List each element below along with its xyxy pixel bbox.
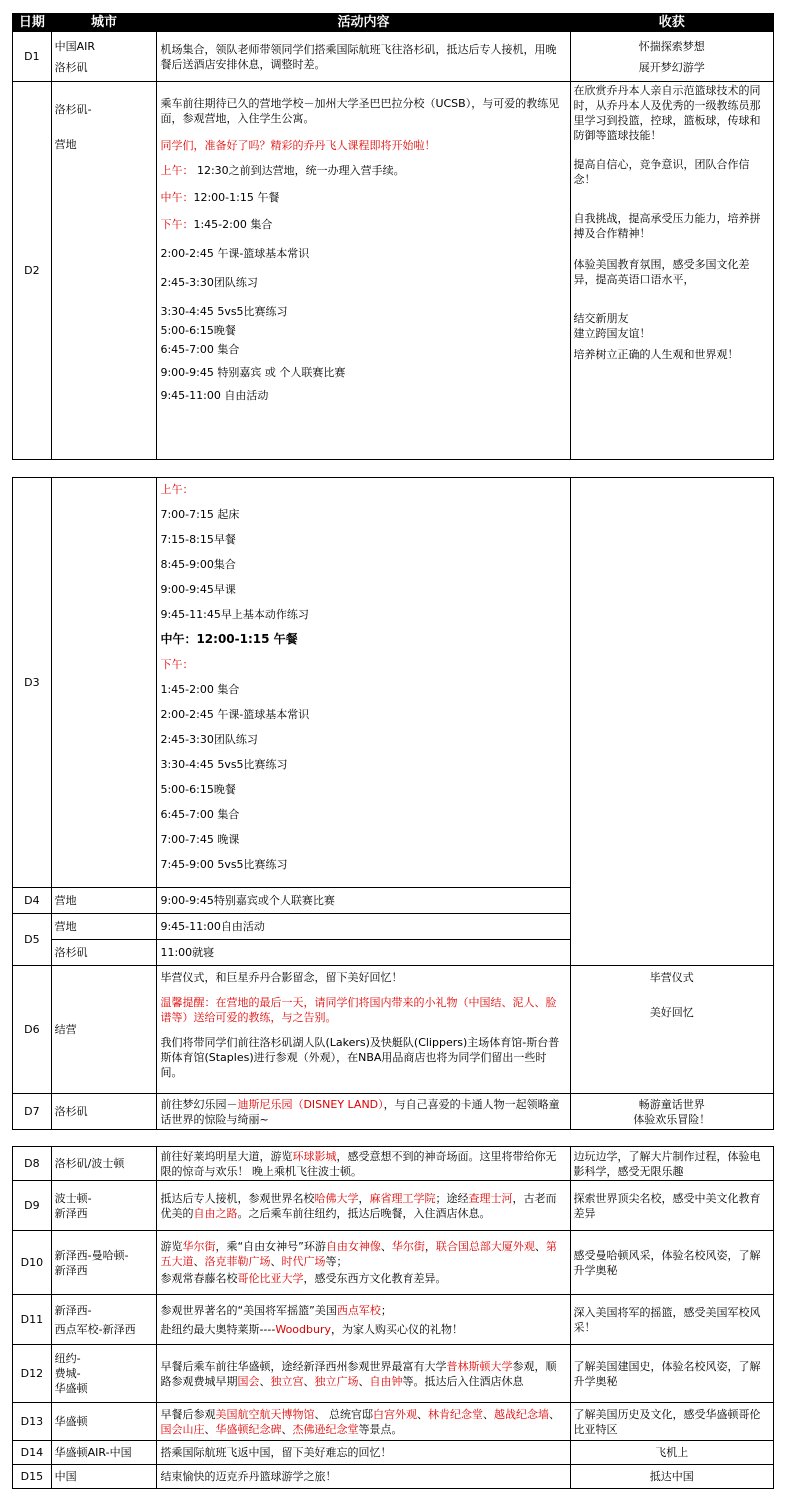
activity-highlight: 时代广场 [281,1255,326,1268]
day-row-d8 [13,1147,774,1181]
day-label: D15 [13,1465,52,1489]
city-cell [51,1231,157,1295]
activity-text: 前往梦幻乐园－ [160,1097,238,1111]
activity-highlight: 林肯纪念堂 [427,1407,483,1421]
schedule-item [160,190,566,205]
activity-text: ， [358,1191,370,1205]
day-row-d2 [13,82,774,460]
schedule-item: 7:45-9:00 5vs5比赛练习 [160,858,288,871]
activity-text: 早餐后参观 [160,1407,216,1421]
activity-text: 、 [548,1407,560,1421]
activity-highlight: 越战纪念墙 [493,1407,549,1421]
schedule-item: 3:30-4:45 5vs5比赛练习 [160,305,288,318]
day-label: D5 [13,914,52,966]
schedule-item: 9:00-9:45早课 [160,583,236,596]
activity-text: 等。抵达后入住酒店休息 [402,1374,524,1388]
itinerary-table-part2 [12,477,774,1130]
city-cell: 华盛顿AIR-中国 [51,1441,157,1465]
city-cell: 中国 [51,1465,157,1489]
gain-line: 毕营仪式 [649,971,694,984]
city-line: 纽约- [54,1352,81,1365]
city-line: 营地 [54,138,77,151]
activity-text: 、 [416,1407,428,1421]
day-row-d6 [13,966,774,1094]
header-activity: 活动内容 [157,14,570,32]
schedule-item: 9:00-9:45 特别嘉宾 或 个人联赛比赛 [160,366,346,379]
header-row [13,14,774,32]
activity-text: 、 [482,1407,494,1421]
activity-text: 、 [193,1255,205,1268]
day-label: D7 [13,1094,52,1130]
activity-cell [157,478,570,888]
city-line: 费城- [54,1367,81,1380]
day-label: D8 [13,1147,52,1181]
day-row-d1 [13,32,774,82]
activity-cell [157,1181,570,1231]
activity-highlight: 第五大道 [160,1240,557,1268]
activity-cell [157,1403,570,1441]
activity-cell [157,82,570,460]
schedule-item [160,217,566,232]
activity-text: 毕营仪式，和巨星乔丹合影留念，留下美好回忆！ [160,971,403,984]
activity-cell [157,1231,570,1295]
activity-highlight: 西点军校 [336,1303,381,1317]
gain-cell: 飞机上 [570,1441,774,1465]
activity-text: ，感受意想不到的神奇场面。这里将带给你无限的惊奇与欢乐！ 晚上乘机飞往波士顿。 [160,1149,557,1178]
schedule-item: 5:00-6:15晚餐 [160,324,236,337]
activity-text [160,1239,566,1269]
gain-line: 提高自信心，竞争意识，团队合作信念！ [573,158,750,186]
activity-text: 参观常春藤名校 [160,1272,238,1285]
header-city: 城市 [51,14,157,32]
city-cell [51,82,157,460]
activity-text: ； [380,1303,392,1317]
schedule-item: 5:00-6:15晚餐 [160,783,236,796]
gain-line: 自我挑战，提高承受压力能力，培养拼搏及合作精神！ [573,212,761,240]
activity-highlight: 白宫外观 [372,1407,417,1421]
activity-highlight: 普林斯顿大学 [446,1359,513,1373]
day-label: D4 [13,888,52,914]
activity-cell [157,966,570,1094]
activity-cell [157,1295,570,1345]
activity-text: 等景点。 [358,1422,403,1436]
activity-highlight: 自由女神像 [325,1240,381,1253]
day-label: D10 [13,1231,52,1295]
city-cell: 营地 [51,888,157,914]
activity-highlight: 自由钟 [369,1374,403,1388]
activity-text [160,1271,566,1286]
city-line: 新泽西- [54,1303,92,1317]
day-label: D1 [13,32,52,82]
activity-text: 、 [303,1374,315,1388]
schedule-text: 12:00-1:15 午餐 [193,191,280,204]
day-label: D2 [13,82,52,460]
schedule-item: 2:45-3:30团队练习 [160,276,258,289]
activity-highlight: 国会 [237,1374,260,1388]
activity-text: 、 [358,1374,370,1388]
schedule-item: 8:45-9:00集合 [160,558,236,571]
city-line: 华盛顿 [54,1382,88,1395]
city-line: 中国AIR [54,39,96,53]
itinerary-table-part3 [12,1146,774,1489]
activity-highlight: 自由之路 [193,1206,238,1220]
activity-text: 、 [281,1422,293,1436]
activity-text: 游览 [160,1240,183,1253]
time-label: 中午： [160,191,194,204]
activity-highlight: 华盛顿纪念碑 [215,1422,282,1436]
gain-cell [570,966,774,1094]
activity-highlight: 哈佛大学 [314,1191,359,1205]
city-line: 新泽西 [54,1206,88,1220]
gain-cell: 感受曼哈顿风采，体验名校风姿，了解升学奥秘 [570,1231,774,1295]
activity-highlight: 联合国总部大厦外观 [435,1240,535,1253]
activity-text: 抵达后专人接机，参观世界名校 [160,1191,315,1205]
schedule-text: 1:45-2:00 集合 [193,218,273,231]
activity-text: 乘车前往期待已久的营地学校－加州大学圣巴巴拉分校（UCSB），与可爱的教练见面，参观营地，入住学生公寓。 [160,97,560,125]
activity-highlight: 华尔街 [391,1240,425,1253]
city-line: 洛杉矶 [54,60,88,74]
schedule-item: 7:15-8:15早餐 [160,533,236,546]
activity-highlight: 查理士河 [468,1191,513,1205]
time-label: 下午： [160,218,194,231]
activity-text: 、 [534,1240,546,1253]
day-row-d3 [13,478,774,888]
activity-cell: 11:00就寝 [157,940,570,966]
activity-cell: 9:45-11:00自由活动 [157,914,570,940]
schedule-text: 12:30之前到达营地，统一办理入营手续。 [193,164,405,177]
city-cell: 结营 [51,966,157,1094]
gain-cell: 边玩边学，了解大片制作过程，体验电影科学，感受无限乐趣 [570,1147,774,1181]
city-cell: 营地 [51,914,157,940]
activity-cell [157,1094,570,1130]
activity-text: 早餐后乘车前往华盛顿，途经新泽西州参观世界最富有大学 [160,1359,447,1373]
gain-line: 建立跨国友谊！ [573,327,651,340]
gain-line: 畅游童话世界 [638,1097,705,1111]
header-date: 日期 [13,14,52,32]
city-cell: 华盛顿 [51,1403,157,1441]
activity-highlight: 迪斯尼乐园（DISNEY LAND） [237,1097,384,1111]
schedule-item: 6:45-7:00 集合 [160,808,240,821]
gain-line: 体验欢乐冒险！ [633,1112,711,1126]
activity-cell [157,1147,570,1181]
schedule-item: 2:00-2:45 午课-篮球基本常识 [160,708,310,721]
activity-highlight: 独立广场 [314,1374,359,1388]
activity-highlight: Woodbury [275,1322,332,1336]
activity-text: 赴纽约最大奥特莱斯---- [160,1322,276,1336]
activity-highlight: 温馨提醒：在营地的最后一天，请同学们将国内带来的小礼物（中国结、泥人、脸谱等）送给可爱的教练，与之告别。 [160,996,557,1024]
schedule-item: 2:45-3:30团队练习 [160,733,258,746]
activity-highlight: 国会山庄 [160,1422,205,1436]
day-label: D6 [13,966,52,1094]
day-row-d14 [13,1441,774,1465]
activity-text: 参观，顺路参观费城早期 [160,1359,557,1388]
activity-highlight: 杰佛逊纪念堂 [292,1422,359,1436]
schedule-item: 6:45-7:00 集合 [160,343,240,356]
city-cell [51,1181,157,1231]
city-cell [51,1345,157,1403]
activity-highlight: 同学们，准备好了吗？精彩的乔丹飞人课程即将开始啦！ [160,139,436,152]
itinerary-table-part1 [12,13,774,460]
gain-line: 结交新朋友 [573,312,629,325]
city-line: 新泽西 [54,1263,88,1277]
activity-text: ，为家人购买心仪的礼物！ [331,1322,464,1336]
time-label: 上午： [160,483,194,496]
day-label: D12 [13,1345,52,1403]
day-row-d15 [13,1465,774,1489]
gain-cell [570,478,774,966]
schedule-item: 中午：12:00-1:15 午餐 [160,632,298,646]
activity-text: 等； [325,1255,348,1268]
activity-text: ， [424,1240,436,1253]
gain-line: 美好回忆 [649,1006,694,1019]
gain-cell: 探索世界顶尖名校，感受中美文化教育差异 [570,1181,774,1231]
activity-cell: 结束愉快的迈克乔丹篮球游学之旅！ [157,1465,570,1489]
activity-text: 参观世界著名的“美国将军摇篮”美国 [160,1303,337,1317]
day-label: D11 [13,1295,52,1345]
day-row-d7 [13,1094,774,1130]
gain-line: 展开梦幻游学 [638,60,705,74]
activity-text: ，乘“自由女神号”环游 [215,1240,326,1253]
activity-text: 、 [259,1374,271,1388]
activity-text: ，古老而优美的 [160,1191,557,1220]
day-label: D13 [13,1403,52,1441]
activity-cell: 9:00-9:45特别嘉宾或个人联赛比赛 [157,888,570,914]
activity-highlight: 哥伦比亚大学 [237,1272,304,1285]
schedule-item: 9:45-11:00 自由活动 [160,389,269,402]
gain-cell: 了解美国历史及文化，感受华盛顿哥伦比亚特区 [570,1403,774,1441]
city-cell [51,1295,157,1345]
schedule-item: 9:45-11:45早上基本动作练习 [160,608,309,621]
gain-cell: 了解美国建国史，体验名校风姿，了解升学奥秘 [570,1345,774,1403]
city-cell: 洛杉矶/波士顿 [51,1147,157,1181]
gain-line: 在欣赏乔丹本人亲自示范篮球技术的同时，从乔丹本人及优秀的一级教练员那里学习到投篮，控球，篮板球，传球和防御等篮球技能！ [573,84,761,142]
city-line: 新泽西-曼哈顿- [54,1248,129,1262]
activity-highlight: 麻省理工学院 [369,1191,436,1205]
activity-highlight: 美国航空航天博物馆 [215,1407,315,1421]
day-row-d10 [13,1231,774,1295]
day-label: D14 [13,1441,52,1465]
day-label: D3 [13,478,52,888]
activity-text: ，与自己喜爱的卡通人物一起领略童话世界的惊险与绮丽~ [160,1097,560,1126]
schedule-item: 2:00-2:45 午课-篮球基本常识 [160,247,310,260]
day-row-d13 [13,1403,774,1441]
activity-highlight: 华尔街 [182,1240,216,1253]
city-line: 波士顿- [54,1191,92,1205]
activity-cell [157,1345,570,1403]
activity-text: 、 [380,1240,392,1253]
activity-cell: 机场集合，领队老师带领同学们搭乘国际航班飞往洛杉矶，抵达后专人接机，用晚餐后送酒店安排休息，调整时差。 [157,32,570,82]
activity-text: ，感受东西方文化教育差异。 [303,1272,447,1285]
activity-text: 、 [270,1255,282,1268]
day-row-d9 [13,1181,774,1231]
gain-cell: 深入美国将军的摇篮，感受美国军校风采！ [570,1295,774,1345]
day-row-d12 [13,1345,774,1403]
activity-text: ；途经 [435,1191,469,1205]
day-label: D9 [13,1181,52,1231]
gain-cell [570,82,774,460]
activity-text: 、 [204,1422,216,1436]
city-cell [51,32,157,82]
activity-highlight: 环球影城 [292,1149,337,1163]
gain-line: 怀揣探索梦想 [638,39,705,53]
city-line: 洛杉矶- [54,103,92,116]
activity-text: 我们将带同学们前往洛杉矶湖人队(Lakers)及快艇队(Clippers)主场体育馆-斯台普斯体育馆(Staples)进行参观（外观），在NBA用品商店也将为同学们留出一些时间。 [160,1036,560,1079]
activity-cell: 搭乘国际航班飞返中国，留下美好难忘的回忆！ [157,1441,570,1465]
schedule-item [160,163,566,178]
day-row-d11 [13,1295,774,1345]
header-gain: 收获 [570,14,774,32]
activity-text: 。之后乘车前往纽约，抵达后晚餐，入住酒店休息。 [237,1206,491,1220]
city-line: 西点军校-新泽西 [54,1322,136,1336]
city-cell: 洛杉矶 [51,940,157,966]
gain-cell [570,1094,774,1130]
time-label: 下午： [160,658,194,671]
gain-cell [570,32,774,82]
activity-text: 、 总统官邸 [314,1407,373,1421]
activity-text: 前往好莱坞明星大道，游览 [160,1149,293,1163]
gain-line: 培养树立正确的人生观和世界观！ [573,348,739,361]
schedule-item: 7:00-7:15 起床 [160,508,240,521]
activity-text [160,1322,566,1337]
schedule-item: 3:30-4:45 5vs5比赛练习 [160,758,288,771]
activity-highlight: 洛克菲勒广场 [204,1255,271,1268]
activity-highlight: 独立宫 [270,1374,304,1388]
city-cell [51,478,157,888]
activity-text [160,1303,566,1318]
gain-line: 体验美国教育氛围，感受多国文化差异，提高英语口语水平， [573,258,750,286]
city-cell: 洛杉矶 [51,1094,157,1130]
gain-cell: 抵达中国 [570,1465,774,1489]
time-label: 上午： [160,164,194,177]
schedule-item: 1:45-2:00 集合 [160,683,240,696]
schedule-item: 7:00-7:45 晚课 [160,833,240,846]
